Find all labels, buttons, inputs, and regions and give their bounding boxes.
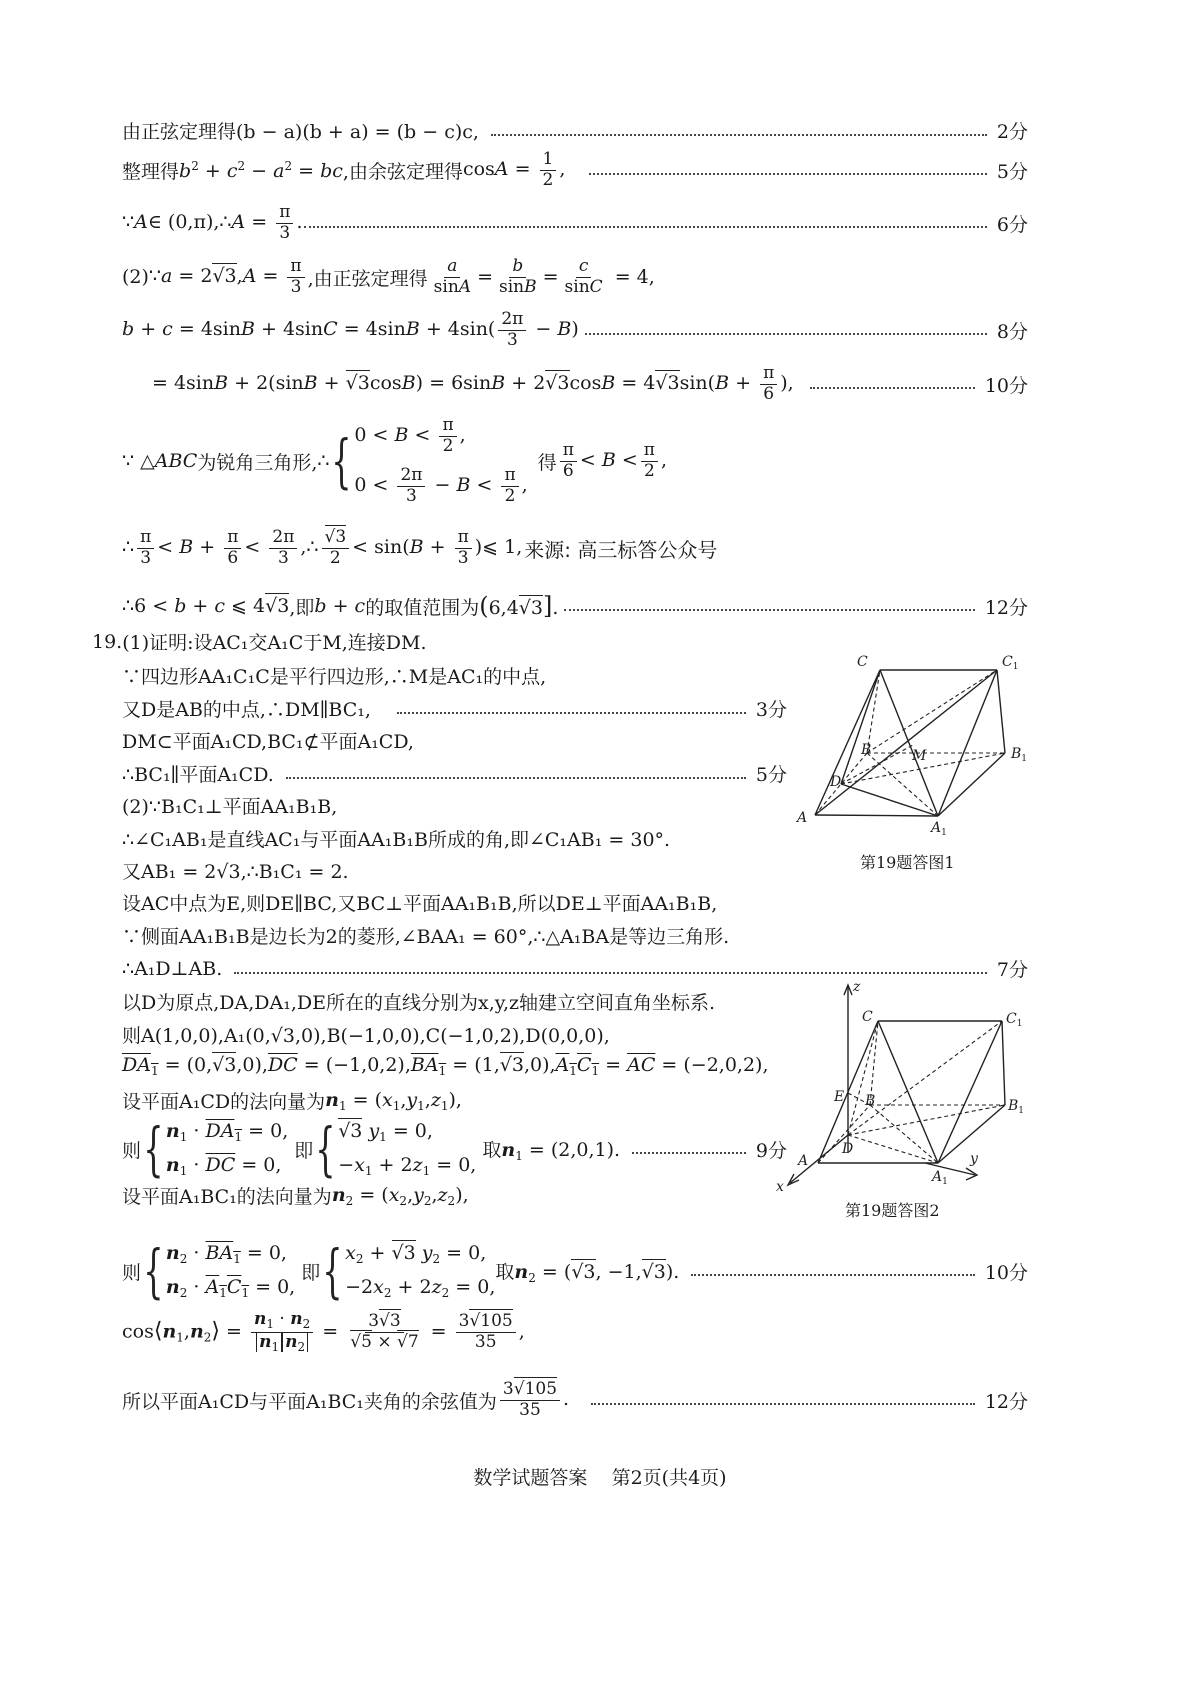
figure-caption-1: 第19题答图1 bbox=[860, 853, 955, 872]
leader-dots bbox=[591, 1403, 975, 1405]
q18-line-3: ∵A∈ (0,π),∴A = $\frac{\pi}{3}$ . 6分 bbox=[122, 202, 1028, 243]
q19-line-19: $\cos⟨n_1,n_2⟩$ = $\frac{n_1 \cdot n_2}{n_1 n_2}$ = $\frac{3√3}{√5 \times √7}$ = $\frac{3√105}{35}$ , bbox=[122, 1309, 525, 1354]
q19-line-6: (2)∵B₁C₁⊥平面AA₁B₁B, bbox=[122, 796, 338, 818]
svg-text:x: x bbox=[776, 1179, 784, 1195]
source-note: 来源: 高三标答公众号 bbox=[524, 537, 718, 562]
q18-line-1: 由正弦定理得(b − a)(b + a) = (b − c)c, 2分 bbox=[122, 117, 1028, 144]
score: 2分 bbox=[996, 121, 1028, 143]
q19-line-7: ∴∠C₁AB₁是直线AC₁与平面AA₁B₁B所成的角,即∠C₁AB₁ = 30°. bbox=[122, 829, 671, 851]
q19-line-15: 设平面A₁CD的法向量为 $n_1 = (x_1,y_1,z_1)$, bbox=[122, 1088, 462, 1113]
q18-line-2: 整理得 $b^2 + c^2 - a^2$ = bc ,由余弦定理得 cosA = $\frac{1}{2}$ , 5分 bbox=[122, 149, 1028, 190]
q19-line-12: 以D为原点,DA,DA₁,DE所在的直线分别为x,y,z轴建立空间直角坐标系. bbox=[122, 992, 716, 1014]
q19-line-17: 设平面A₁BC₁的法向量为 $n_2 = (x_2,y_2,z_2)$, bbox=[122, 1183, 469, 1208]
q19-line-20: 所以平面A₁CD与平面A₁BC₁夹角的余弦值为 $\frac{3√105}{35}$ . 12分 bbox=[122, 1379, 1028, 1420]
q19-line-2: ∵四边形AA₁C₁C是平行四边形,∴M是AC₁的中点, bbox=[122, 666, 547, 688]
svg-text:C: C bbox=[862, 1009, 873, 1025]
svg-text:B: B bbox=[861, 742, 872, 758]
question-number: 19. bbox=[92, 630, 123, 653]
leader-dots bbox=[234, 972, 987, 974]
score: 10分 bbox=[984, 1261, 1028, 1284]
svg-text:B1: $B_1$ bbox=[1011, 746, 1028, 764]
leader-dots bbox=[286, 777, 746, 779]
svg-text:B: B bbox=[865, 1093, 876, 1109]
page-footer: 数学试题答案 第2页(共4页) bbox=[473, 1467, 727, 1489]
q18-line-7: ∵ △ABC 为锐角三角形, ∴ { 0 < B < $\frac{\pi}{2}$ , 0 < $\frac{2\pi}{3}$ − B < $\frac{\pi}{2}$ , 得 $\frac{\pi}{6}$ < B < $\frac{\pi}{2}$ , bbox=[122, 415, 668, 506]
svg-text:y: y bbox=[970, 1151, 978, 1167]
leader-dots bbox=[810, 387, 975, 389]
score: 6分 bbox=[996, 213, 1028, 236]
svg-text:D: D bbox=[830, 774, 842, 790]
q19-line-9: 设AC中点为E,则DE∥BC,又BC⊥平面AA₁B₁B,所以DE⊥平面AA₁B₁B, bbox=[122, 893, 718, 915]
svg-text:z: z bbox=[853, 979, 861, 995]
leader-dots bbox=[691, 1274, 975, 1276]
leader-dots bbox=[632, 1152, 746, 1154]
leader-dots bbox=[585, 333, 987, 335]
q19-line-14: $DA_1 = (0,√3,0),\overline{DC} = (-1,0,2),BA_1 = (1,√3,0),A_1C_1 = \overline{AC} = (-2,0,2)$, bbox=[122, 1054, 769, 1078]
q18-line-8: ∴ $\frac{\pi}{3}$ < B + $\frac{\pi}{6}$ < $\frac{2\pi}{3}$ ,∴ $\frac{√3}{2}$ < sin(B + $\frac{\pi}{3}$ )⩽ 1, 来源: 高三标答公众号 bbox=[122, 527, 718, 568]
q19-line-4: DM⊂平面A₁CD,BC₁⊄平面A₁CD, bbox=[122, 731, 414, 753]
svg-text:A1: $A_1$ bbox=[932, 1169, 948, 1187]
svg-text:A1: $A_1$ bbox=[931, 820, 947, 838]
figure-19-2 bbox=[770, 975, 1050, 1195]
figure-19-1 bbox=[795, 650, 1050, 845]
q19-line-16: 则 { $n_1 \cdot DA_1 = 0$, $n_1 \cdot \overline{DC} = 0$, 即 { √3 $y_1 = 0$, $-x_1 + 2z_1 = 0$, 取$n_1 = (2,0,1)$. 9分 bbox=[122, 1115, 787, 1183]
q19-line-8: 又AB₁ = 2√3,∴B₁C₁ = 2. bbox=[122, 861, 349, 883]
q19-line-11: ∴A₁D⊥AB. 7分 bbox=[122, 955, 1028, 982]
score: 8分 bbox=[996, 320, 1028, 343]
q18-line-6: = 4sinB + 2(sinB + √3cosB) = 6sinB + 2√3cosB = 4√3sin(B + $\frac{\pi}{6}$ ), 10分 bbox=[152, 363, 1028, 404]
score: 5分 bbox=[755, 764, 787, 786]
svg-text:B1: $B_1$ bbox=[1008, 1098, 1025, 1116]
score: 12分 bbox=[984, 596, 1028, 619]
equation-system-1: { $n_1 \cdot DA_1 = 0$, $n_1 \cdot \overline{DC} = 0$, bbox=[143, 1115, 289, 1183]
svg-text:M: M bbox=[912, 748, 927, 764]
equation-system-2: { √3 $y_1 = 0$, $-x_1 + 2z_1 = 0$, bbox=[315, 1115, 477, 1183]
svg-text:D: D bbox=[842, 1141, 854, 1157]
q19-line-3: 又D是AB的中点,∴DM∥BC₁, 3分 bbox=[122, 695, 787, 722]
score: 7分 bbox=[996, 959, 1028, 981]
leader-dots bbox=[491, 134, 987, 136]
q18-line-9: ∴6 < b + c ⩽ 4√3 ,即 b + c 的取值范围为 (6,4√3]. 12分 bbox=[122, 592, 1028, 620]
equation-system-4: { $x_2 + √3$ $y_2 = 0$, $-2x_2 + 2z_2 = 0$, bbox=[322, 1237, 496, 1305]
svg-text:A: A bbox=[798, 1153, 809, 1169]
score: 3分 bbox=[755, 699, 787, 721]
leader-dots bbox=[564, 609, 974, 611]
q18-line-4: (2) ∵a = 2√3,A = $\frac{\pi}{3}$ ,由正弦定理得 $\frac{a}{\sin A}$ = $\frac{b}{\sin B}$ = $\frac{c}{\sin C}$ = 4, bbox=[122, 256, 655, 297]
svg-text:C1: $C_1$ bbox=[1002, 654, 1019, 672]
svg-text:A: A bbox=[797, 810, 808, 826]
score: 12分 bbox=[984, 1390, 1028, 1413]
leader-dots bbox=[589, 173, 987, 175]
q19-line-1: 19. (1)证明:设AC₁交A₁C于M,连接DM. bbox=[92, 630, 427, 654]
svg-text:E: E bbox=[834, 1089, 845, 1105]
equation-system-3: { $n_2 \cdot BA_1 = 0$, $n_2 \cdot A_1C_1 = 0$, bbox=[143, 1237, 296, 1305]
svg-text:C1: $C_1$ bbox=[1006, 1011, 1023, 1029]
q18-line-5: b + c = 4sinB + 4sinC = 4sinB + 4sin( $\frac{2\pi}{3}$ − B) 8分 bbox=[122, 309, 1028, 350]
leader-dots bbox=[304, 226, 986, 228]
q19-line-18: 则 { $n_2 \cdot BA_1 = 0$, $n_2 \cdot A_1C_1 = 0$, 即 { $x_2 + √3$ $y_2 = 0$, $-2x_2 + 2z_2 = 0$, 取$n_2 = (√3$, −1,√3). 10分 bbox=[122, 1237, 1028, 1305]
score: 10分 bbox=[984, 374, 1028, 397]
inequality-system: { 0 < B < $\frac{\pi}{2}$ , 0 < $\frac{2\pi}{3}$ − B < $\frac{\pi}{2}$ , bbox=[331, 415, 528, 506]
score: 9分 bbox=[755, 1139, 787, 1162]
figure-caption-2: 第19题答图2 bbox=[845, 1201, 940, 1220]
q19-line-13: 则A(1,0,0),A₁(0,√3,0),B(−1,0,0),C(−1,0,2),D(0,0,0), bbox=[122, 1025, 610, 1047]
q19-line-10: ∵侧面AA₁B₁B是边长为2的菱形,∠BAA₁ = 60°,∴△A₁BA是等边三角形. bbox=[122, 926, 730, 948]
q19-line-5: ∴BC₁∥平面A₁CD. 5分 bbox=[122, 760, 787, 787]
leader-dots bbox=[397, 712, 746, 714]
score: 5分 bbox=[996, 160, 1028, 183]
svg-text:C: C bbox=[857, 654, 868, 670]
